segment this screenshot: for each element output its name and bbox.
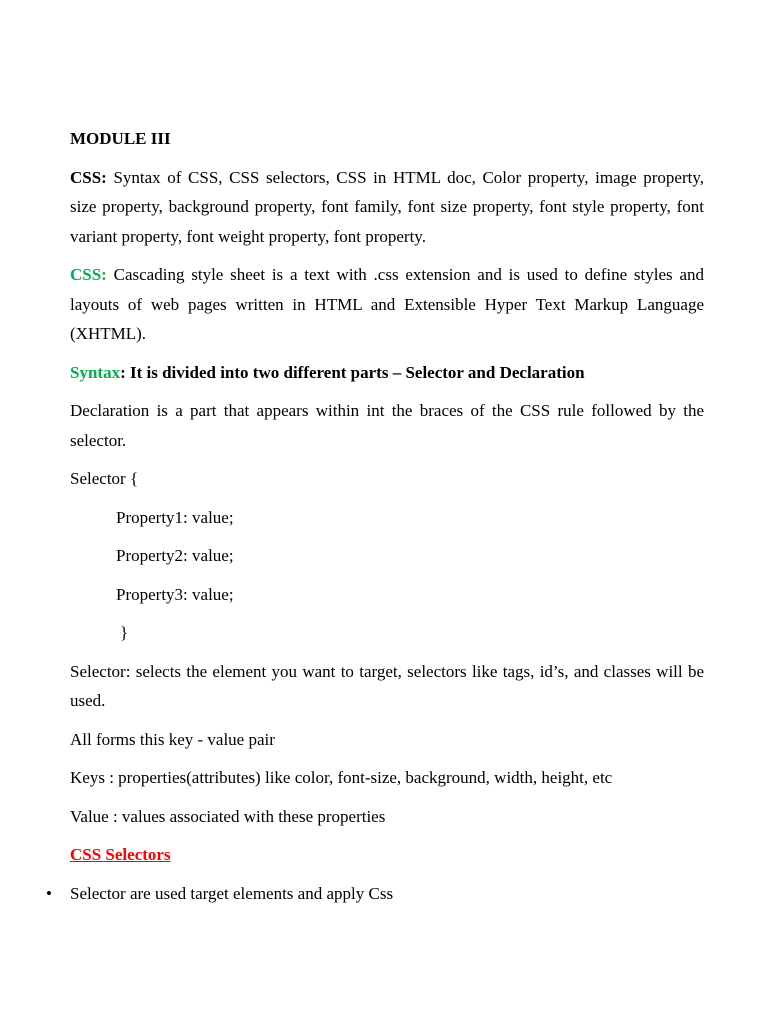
css-selectors-heading [70,840,704,870]
intro-label: CSS: [70,167,107,187]
syntax-text: : It is divided into two different parts – Selector and Declaration [120,362,585,382]
code-property-line: Property2: value; [116,546,234,565]
document-page [46,124,704,917]
code-property-line: Property3: value; [116,584,234,604]
syntax-label: Syntax [70,362,121,382]
definition-label: CSS: [70,265,107,284]
css-selectors-heading-text: CSS Selectors [70,845,171,864]
intro-text: Syntax of CSS, CSS selectors, CSS in HTML doc, Color property, image property, size property, background property, font family, font size property, font style property, font variant property, font weight property, font property. [70,167,704,246]
bullet-icon: • [46,883,52,903]
definition-paragraph [70,260,704,349]
declaration-paragraph: Declaration is a part that appears within int the braces of the CSS rule followed by the selector. [70,401,704,450]
definition-text: Cascading style sheet is a text with .css extension and is used to define styles and layouts of web pages written in HTML and Extensible Hyper Text Markup Language (XHTML). [70,265,704,343]
bullet-item [46,879,704,909]
syntax-paragraph [70,358,704,388]
intro-paragraph [70,163,704,252]
bullet-text: Selector are used target elements and apply Css [70,883,394,903]
module-heading: MODULE III [70,129,171,148]
keys-paragraph: Keys : properties(attributes) like color, font-size, background, width, height, etc [70,768,613,787]
key-value-paragraph: All forms this key - value pair [70,729,275,749]
value-paragraph: Value : values associated with these properties [70,806,386,826]
code-close-line: } [120,623,129,642]
code-property-line: Property1: value; [116,507,234,527]
code-open-line: Selector { [70,469,139,488]
selector-paragraph: Selector: selects the element you want to target, selectors like tags, id’s, and classes will be used. [70,661,704,710]
